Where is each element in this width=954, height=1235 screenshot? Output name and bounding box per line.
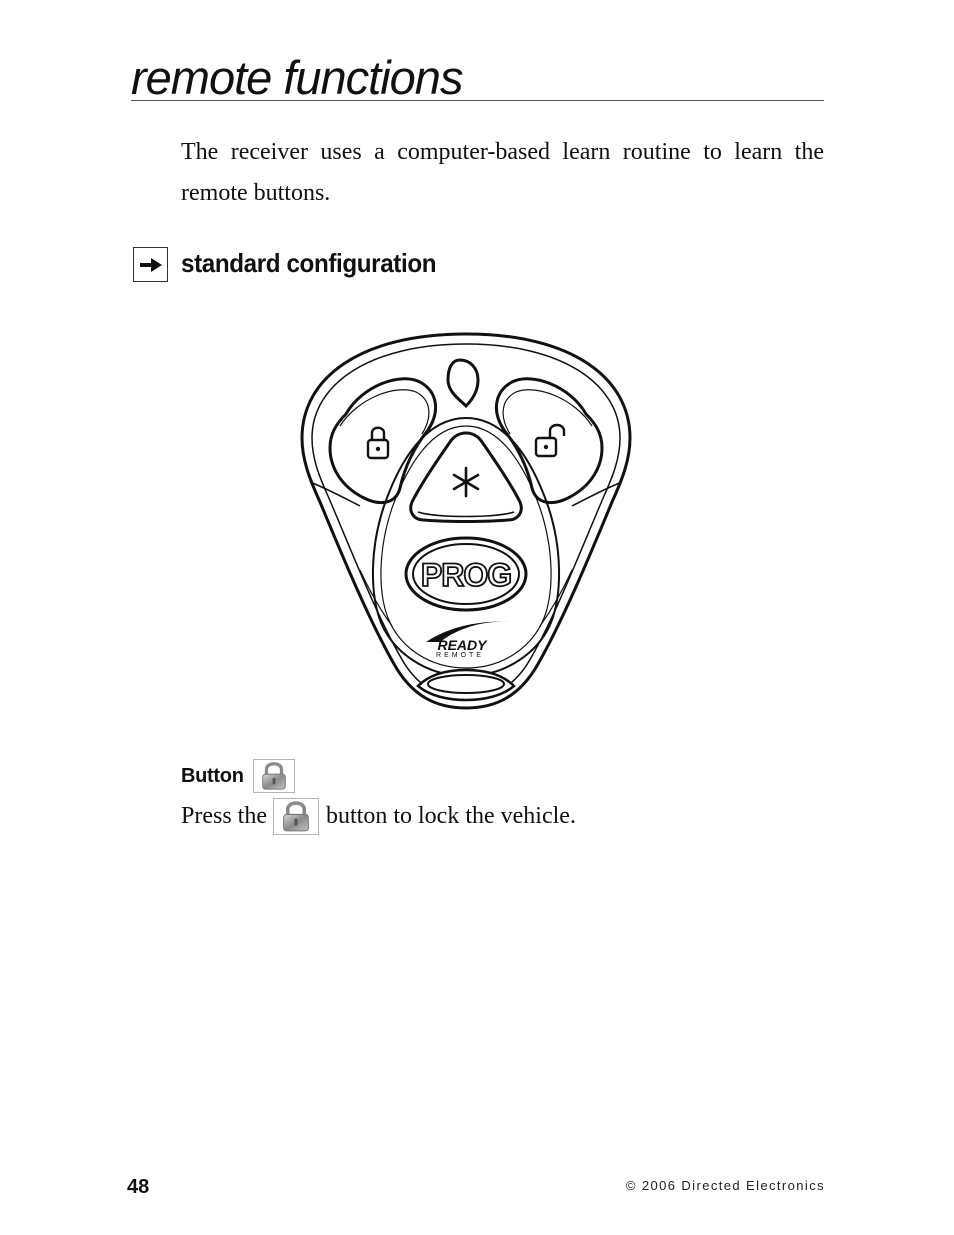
button-desc-after: button to lock the vehicle.	[326, 803, 576, 829]
page-number: 48	[127, 1176, 150, 1198]
section-marker	[133, 247, 168, 282]
lock-icon	[253, 759, 295, 793]
button-description	[181, 797, 576, 835]
button-heading	[181, 759, 295, 793]
intro-paragraph: The receiver uses a computer-based learn routine to learn the remote buttons.	[181, 139, 824, 206]
section-heading: standard configuration	[181, 248, 437, 278]
logo-ready: READY	[437, 637, 487, 653]
arrow-right-icon	[138, 255, 164, 275]
title-rule	[131, 100, 824, 101]
logo-remote: REMOTE	[436, 652, 484, 659]
button-heading-label: Button	[181, 764, 244, 787]
lock-icon	[273, 798, 319, 835]
copyright: © 2006 Directed Electronics	[625, 1178, 825, 1193]
remote-illustration	[300, 330, 632, 710]
page-title: remote functions	[131, 51, 463, 104]
prog-label: PROG	[420, 557, 512, 593]
button-desc-before: Press the	[181, 803, 267, 829]
